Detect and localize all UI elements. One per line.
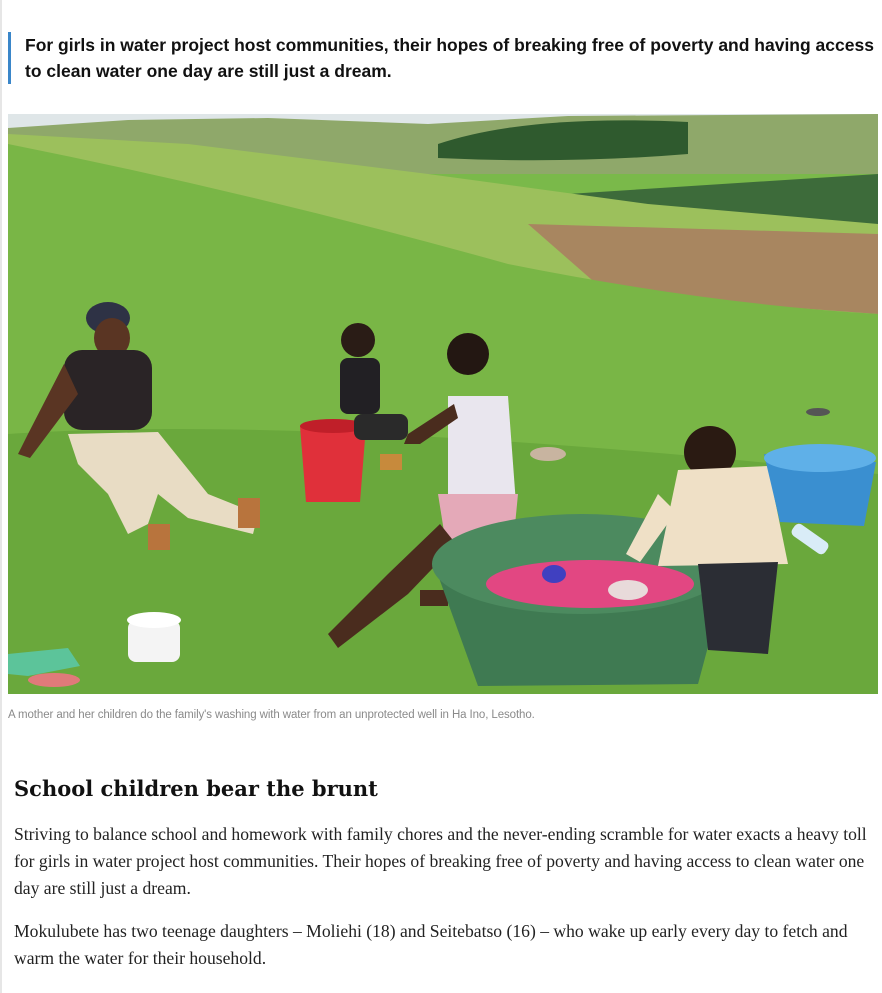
photo-caption: A mother and her children do the family's washing with water from an unprotected well in Ha Ino, Lesotho. — [8, 709, 535, 721]
body-paragraph: Striving to balance school and homework with family chores and the never-ending scramble for water exacts a heavy toll for girls in water project host communities. Their hopes of breaking free of poverty and having access to clean water one day are still just a dream. — [14, 824, 867, 898]
sandals — [530, 447, 566, 461]
article-photo — [8, 114, 878, 694]
white-container — [127, 612, 181, 662]
photo-illustration — [8, 114, 878, 694]
body-paragraph: Mokulubete has two teenage daughters – Moliehi (18) and Seitebatso (16) – who wake up early every day to fetch and warm the water for their household. — [14, 921, 848, 968]
pull-quote: For girls in water project host communities, their hopes of breaking free of poverty and having access to clean water one day are still just a dream. — [8, 32, 875, 84]
left-border — [0, 0, 2, 993]
section-heading: School children bear the brunt — [14, 776, 378, 801]
blue-basin — [764, 444, 876, 526]
